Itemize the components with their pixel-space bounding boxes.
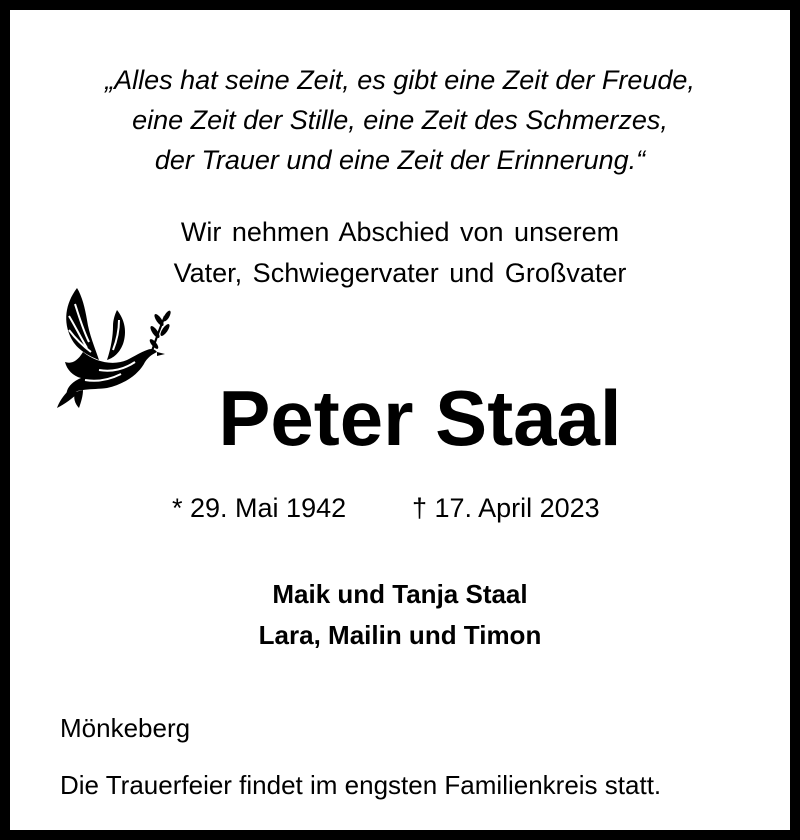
place-name: Mönkeberg xyxy=(60,713,191,743)
deceased-name: Peter Staal xyxy=(218,374,622,462)
mourners-block xyxy=(10,574,790,656)
intro-line: Vater, Schwiegervater und Großvater xyxy=(173,258,627,288)
death-date: † 17. April 2023 xyxy=(412,493,600,523)
quote-line: der Trauer und eine Zeit der Erinnerung.“ xyxy=(154,145,646,175)
funeral-note: Die Trauerfeier findet im engsten Familienkreis statt. xyxy=(60,770,662,800)
quote-block xyxy=(10,60,790,180)
quote-line: „Alles hat seine Zeit, es gibt eine Zeit der Freude, xyxy=(105,65,695,95)
farewell-intro xyxy=(10,212,790,294)
quote-line: eine Zeit der Stille, eine Zeit des Schmerzes, xyxy=(132,105,668,135)
intro-line: Wir nehmen Abschied von unserem xyxy=(180,217,620,247)
birth-date: * 29. Mai 1942 xyxy=(172,493,347,523)
life-dates xyxy=(10,488,790,528)
mourners-line: Lara, Mailin und Timon xyxy=(258,620,542,650)
mourners-line: Maik und Tanja Staal xyxy=(272,579,528,609)
